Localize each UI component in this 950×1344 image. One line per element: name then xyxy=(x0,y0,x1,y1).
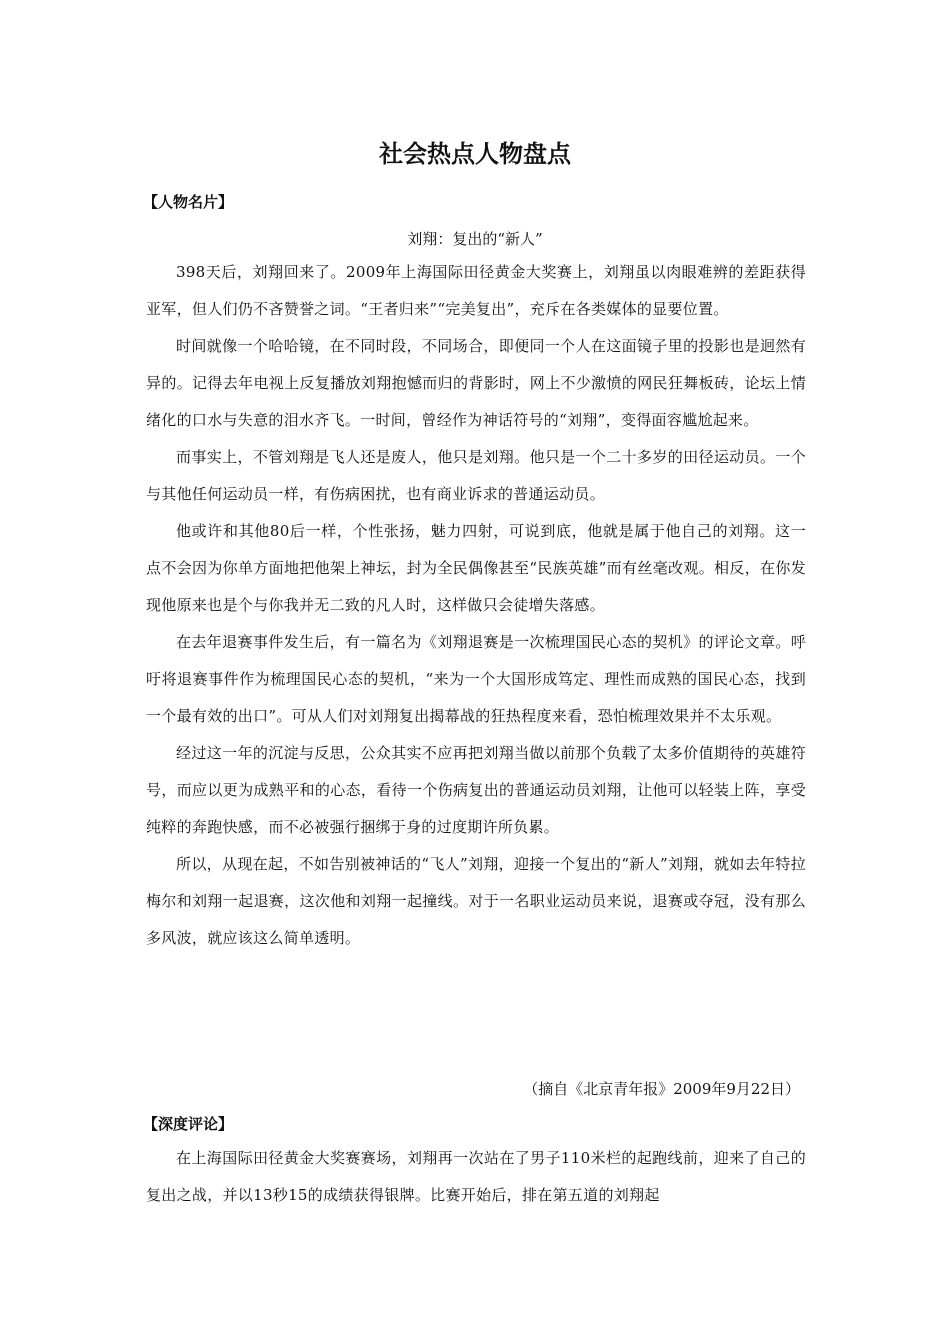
section-heading-commentary: 【深度评论】 xyxy=(143,1115,234,1133)
article-subtitle: 刘翔：复出的“新人” xyxy=(407,230,543,248)
paragraph: 在上海国际田径黄金大奖赛赛场，刘翔再一次站在了男子110米栏的起跑线前，迎来了自己的复出之战，并以13秒15的成绩获得银牌。比赛开始后，排在第五道的刘翔起 xyxy=(146,1149,806,1204)
paragraph: 经过这一年的沉淀与反思，公众其实不应再把刘翔当做以前那个负载了太多价值期待的英雄符号，而应以更为成熟平和的心态，看待一个伤病复出的普通运动员刘翔，让他可以轻装上阵，享受纯粹的奔跑快感，而不必被强行捆绑于身的过度期许所负累。 xyxy=(146,744,806,836)
page-title: 社会热点人物盘点 xyxy=(379,140,571,168)
article-source: （摘自《北京青年报》2009年9月22日） xyxy=(523,1080,800,1098)
paragraph: 他或许和其他80后一样，个性张扬，魅力四射，可说到底，他就是属于他自己的刘翔。这一点不会因为你单方面地把他架上神坛，封为全民偶像甚至“民族英雄”而有丝毫改观。相反，在你发现他原来也是个与你我并无二致的凡人时，这样做只会徒增失落感。 xyxy=(146,522,806,614)
commentary-body xyxy=(146,1140,806,1214)
paragraph: 所以，从现在起，不如告别被神话的“飞人”刘翔，迎接一个复出的“新人”刘翔，就如去年特拉梅尔和刘翔一起退赛，这次他和刘翔一起撞线。对于一名职业运动员来说，退赛或夺冠，没有那么多风波，就应该这么简单透明。 xyxy=(146,855,806,947)
paragraph: 而事实上，不管刘翔是飞人还是废人，他只是刘翔。他只是一个二十多岁的田径运动员。一个与其他任何运动员一样，有伤病困扰，也有商业诉求的普通运动员。 xyxy=(146,448,806,503)
paragraph: 在去年退赛事件发生后，有一篇名为《刘翔退赛是一次梳理国民心态的契机》的评论文章。呼吁将退赛事件作为梳理国民心态的契机，“来为一个大国形成笃定、理性而成熟的国民心态，找到一个最有效的出口”。可从人们对刘翔复出揭幕战的狂热程度来看，恐怕梳理效果并不太乐观。 xyxy=(146,633,806,725)
article-body xyxy=(146,254,806,957)
paragraph: 时间就像一个哈哈镜，在不同时段，不同场合，即便同一个人在这面镜子里的投影也是迥然有异的。记得去年电视上反复播放刘翔抱憾而归的背影时，网上不少激愤的网民狂舞板砖，论坛上情绪化的口水与失意的泪水齐飞。一时间，曾经作为神话符号的“刘翔”，变得面容尴尬起来。 xyxy=(146,337,806,429)
section-heading-profile: 【人物名片】 xyxy=(143,193,234,211)
paragraph: 398天后，刘翔回来了。2009年上海国际田径黄金大奖赛上，刘翔虽以肉眼难辨的差距获得亚军，但人们仍不吝赞誉之词。“王者归来”“完美复出”，充斥在各类媒体的显要位置。 xyxy=(146,263,806,318)
